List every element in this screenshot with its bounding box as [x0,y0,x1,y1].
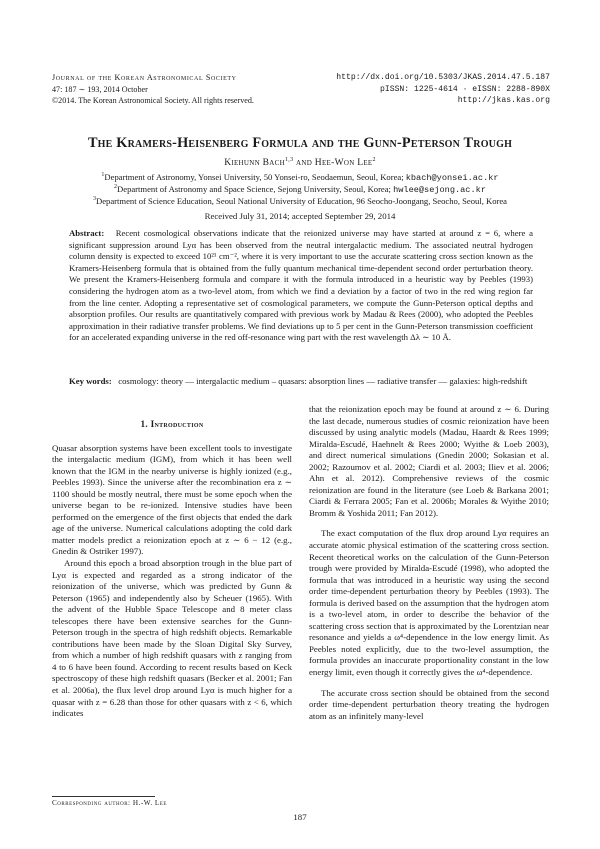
author-1: Kiehunn Bach [224,158,285,168]
paragraph: The exact computation of the flux drop around Lyα requires an accurate atomic physical estimation of the scattering cross section. Recent theoretical works on the calculation of the Gunn-Peterson trough were provided by Miralda-Escudé (1998), who adopted the formula that was introduced in a heuristic way using the second order time-dependent perturbation theory by Peebles (1993). The formula is derived based on the assumption that the hydrogen atom is a two-level atom, in order to describe the behavior of the scattering cross section that is approximated by the Lorentzian near resonance and yields a ω⁴-dependence in the low energy limit. As Peebles noted explicitly, due to the two-level assumption, the formula provides an inaccurate proportionality constant in the low energy limit, even though it correctly gives the ω⁴-dependence. [309,528,549,678]
abstract-label: Abstract: [69,228,105,238]
author-line [0,158,600,168]
affiliations [0,172,600,206]
copyright-line: ©2014. The Korean Astronomical Society. All rights reserved. [52,96,254,105]
affiliation-2-email[interactable]: hwlee@sejong.ac.kr [393,184,486,195]
paragraph: that the reionization epoch may be found at around z ∼ 6. During the last decade, numerous studies of cosmic reionization have been discussed by using analytic models (Madau, Haardt & Rees 1999; Miralda-Escudé, Haehnelt & Rees 2000; Wyithe & Loeb 2003), and direct numerical simulations (Gnedin 2000; Sokasian et al. 2002; Razoumov et al. 2002; Ciardi et al. 2003; Iliev et al. 2006; Ahn et al. 2012). Comprehensive reviews of the cosmic reionization are found in the literature (see Loeb & Barkana 2001; Ciardi & Ferrara 2005; Fan et al. 2006b; Morales & Wyithe 2010; Bromm & Yoshida 2011; Fan 2012). [309,404,549,518]
paragraph: The accurate cross section should be obtained from the second order time-dependent perturbation theory treating the hydrogen atom as an infinitely many-level [309,687,549,721]
author-2: Hee-Won Lee [314,158,373,168]
author-1-affil: 1,3 [284,156,294,163]
doi-link[interactable]: http://dx.doi.org/10.5303/JKAS.2014.47.5.187 [336,73,550,82]
footnote-rule [52,796,155,797]
journal-name: Journal of the Korean Astronomical Society [52,73,237,82]
paragraph: Quasar absorption systems have been excellent tools to investigate the intergalactic medium (IGM), from which it has been well known that the IGM in the nearby universe is highly ionized (e.g., Peebles 1993). Since the universe after the recombination era z ∼ 1100 should be mostly neutral, there must be some epoch when the universe began to be re-ionized. Intensive studies have been performed on the emergence of the first objects that ended the dark age of the universe. Numerical calculations adopting the cold dark matter models predict a reionization epoch at z ∼ 6 − 12 (e.g., Gnedin & Ostriker 1997). [52,442,292,557]
journal-url[interactable]: http://jkas.kas.org [457,96,550,105]
affiliation-1 [0,172,600,184]
affiliation-1-sup: 1 [101,172,105,179]
left-column [52,408,292,720]
paragraph: Around this epoch a broad absorption trough in the blue part of Lyα is expected and regarded as a strong indicator of the reionization of the universe, which was predicted by Gunn & Peterson (1965) and independently also by Scheuer (1965). With the advent of the Hubble Space Telescope and 8 meter class telescopes there have been extensive searches for the Gunn-Peterson trough in the spectra of high redshift objects. Remarkable contributions have been made by the Sloan Digital Sky Survey, from which a number of high redshift quasars with z ranging from 4 to 6 have been found. According to recent results based on Keck spectroscopy of these high redshift quasars (Becker et al. 2001; Fan et al. 2006a), the flux level drop around Lyα is much higher for a quasar with z = 6.28 than those for other quasars with z < 6, which indicates [52,558,292,719]
volume-info: 47: 187 ∼ 193, 2014 October [52,84,148,94]
affiliation-2-sup: 2 [114,183,118,190]
affiliation-3-text: Department of Science Education, Seoul National University of Education, 96 Seocho-Joongang, Seocho, Seoul, Korea [96,195,507,206]
journal-header-left [52,72,254,107]
author-2-affil: 2 [372,156,376,163]
section-heading: 1. Introduction [140,419,204,429]
abstract-text: Recent cosmological observations indicate that the reionized universe may have started at around z = 6, where a significant suppression around Lyα has been observed from the neutral intergalactic medium. The associated neutral hydrogen column density is expected to exceed 10²¹ cm⁻², where it is very important to use the accurate scattering cross section known as the Kramers-Heisenberg formula that is obtained from the fully quantum mechanical time-dependent second order perturbation theory. We present the Kramers-Heisenberg formula and compare it with the formula introduced in a heuristic way by Peebles (1993) considering the hydrogen atom as a two-level atom, from which we find a deviation by a factor of two in the red wing region far from the line center. Adopting a representative set of cosmological parameters, we compute the Gunn-Peterson optical depths and absorption profiles. Our results are quantitatively compared with previous work by Madau & Rees (2000), who adopted the Peebles approximation in their radiative transfer problems. We find deviations up to 5 per cent in the Gunn-Peterson transmission coefficient for an accelerated expanding universe in the red off-resonance wing part with the rest wavelength Δλ ∼ 10 Å. [69,228,534,343]
keywords-label: Key words: [69,376,112,386]
received-dates: Received July 31, 2014; accepted September 29, 2014 [204,211,396,221]
corresponding-author-footnote: Corresponding author: H.-W. Lee [52,799,167,807]
affiliation-3-sup: 3 [93,195,97,202]
affiliation-2-text: Department of Astronomy and Space Science, Sejong University, Seoul, Korea; [117,183,394,194]
affiliation-3 [0,196,600,207]
affiliation-2 [0,184,600,196]
author-conjunction: and [293,158,315,168]
right-column [309,404,549,722]
affiliation-1-email[interactable]: kbach@yonsei.ac.kr [405,173,499,183]
keywords-text: cosmology: theory — intergalactic medium – quasars: absorption lines — radiative transfer — galaxies: high-redshift [118,376,528,386]
affiliation-1-text: Department of Astronomy, Yonsei University, 50 Yonsei-ro, Seodaemun, Seoul, Korea; [104,172,406,182]
keywords [69,376,533,388]
issn-line: pISSN: 1225-4614 · eISSN: 2288-890X [380,84,550,94]
journal-header-right [336,72,550,107]
abstract [69,228,533,344]
page-number: 187 [293,812,307,822]
paper-title: The Kramers-Heisenberg Formula and the Gunn-Peterson Trough [87,135,513,151]
